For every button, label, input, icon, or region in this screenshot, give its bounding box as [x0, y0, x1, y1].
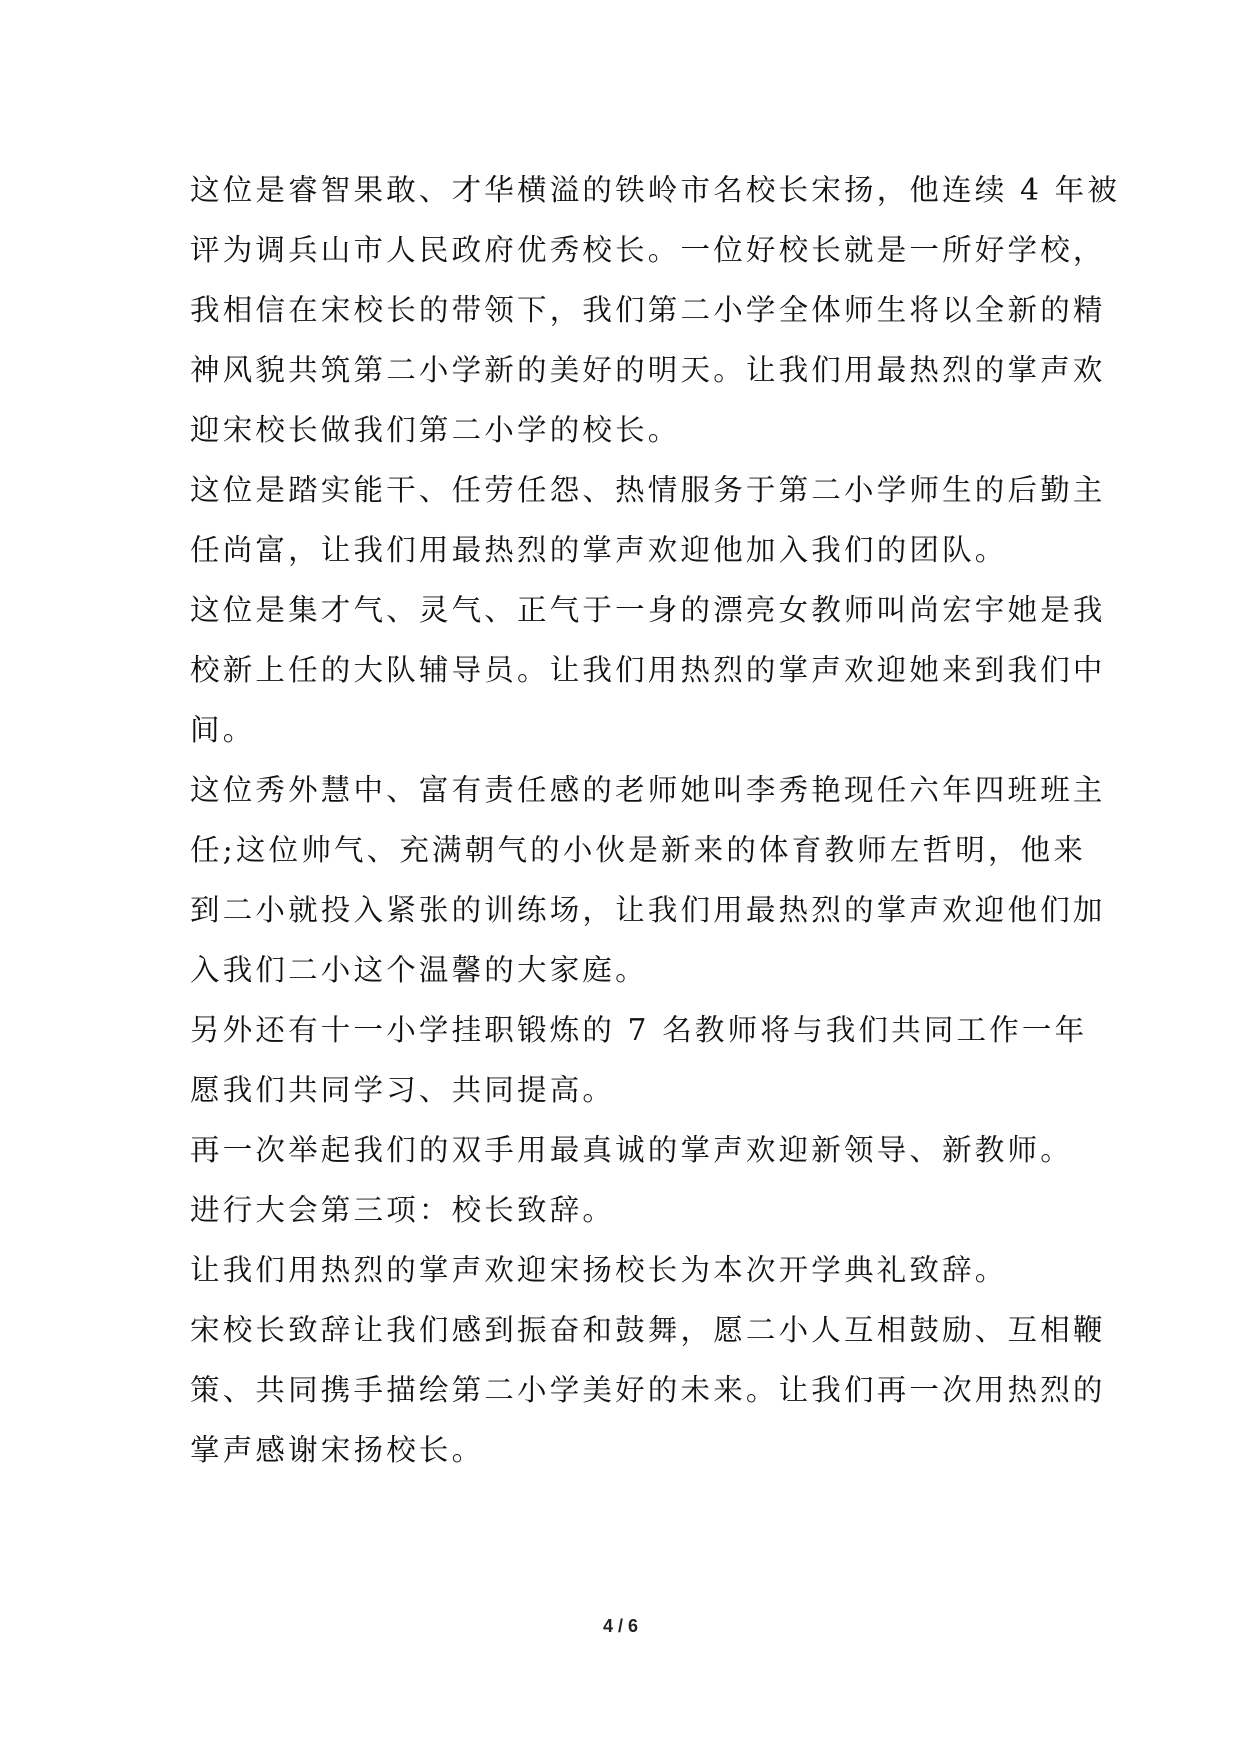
- text-line: 愿我们共同学习、共同提高。: [190, 1073, 616, 1107]
- text-line: 这位是睿智果敢、才华横溢的铁岭市名校长宋扬，他连续 4 年被: [190, 173, 1121, 207]
- text-line: 让我们用热烈的掌声欢迎宋扬校长为本次开学典礼致辞。: [190, 1253, 1008, 1287]
- text-line: 这位是踏实能干、任劳任怨、热情服务于第二小学师生的后勤主: [190, 473, 1106, 507]
- text-line: 校新上任的大队辅导员。让我们用热烈的掌声欢迎她来到我们中: [190, 653, 1106, 687]
- text-line: 任尚富，让我们用最热烈的掌声欢迎他加入我们的团队。: [190, 533, 1008, 567]
- text-line: 另外还有十一小学挂职锻炼的 7 名教师将与我们共同工作一年: [190, 1013, 1088, 1047]
- text-line: 入我们二小这个温馨的大家庭。: [190, 953, 648, 987]
- text-line: 神风貌共筑第二小学新的美好的明天。让我们用最热烈的掌声欢: [190, 353, 1106, 387]
- text-line: 再一次举起我们的双手用最真诚的掌声欢迎新领导、新教师。: [190, 1133, 1073, 1167]
- text-line: 这位是集才气、灵气、正气于一身的漂亮女教师叫尚宏宇她是我: [190, 593, 1106, 627]
- text-line: 这位秀外慧中、富有责任感的老师她叫李秀艳现任六年四班班主: [190, 773, 1106, 807]
- text-line: 掌声感谢宋扬校长。: [190, 1433, 485, 1467]
- document-body: [190, 160, 1121, 1480]
- text-line: 间。: [190, 713, 256, 747]
- page-number: 4 / 6: [602, 1616, 639, 1636]
- text-line: 任;这位帅气、充满朝气的小伙是新来的体育教师左哲明，他来: [190, 833, 1087, 867]
- text-line: 策、共同携手描绘第二小学美好的未来。让我们再一次用热烈的: [190, 1373, 1106, 1407]
- text-line: 迎宋校长做我们第二小学的校长。: [190, 413, 681, 447]
- text-line: 进行大会第三项：校长致辞。: [190, 1193, 616, 1227]
- text-line: 评为调兵山市人民政府优秀校长。一位好校长就是一所好学校，: [190, 233, 1106, 267]
- text-line: 宋校长致辞让我们感到振奋和鼓舞，愿二小人互相鼓励、互相鞭: [190, 1313, 1106, 1347]
- text-line: 到二小就投入紧张的训练场，让我们用最热烈的掌声欢迎他们加: [190, 893, 1106, 927]
- text-line: 我相信在宋校长的带领下，我们第二小学全体师生将以全新的精: [190, 293, 1106, 327]
